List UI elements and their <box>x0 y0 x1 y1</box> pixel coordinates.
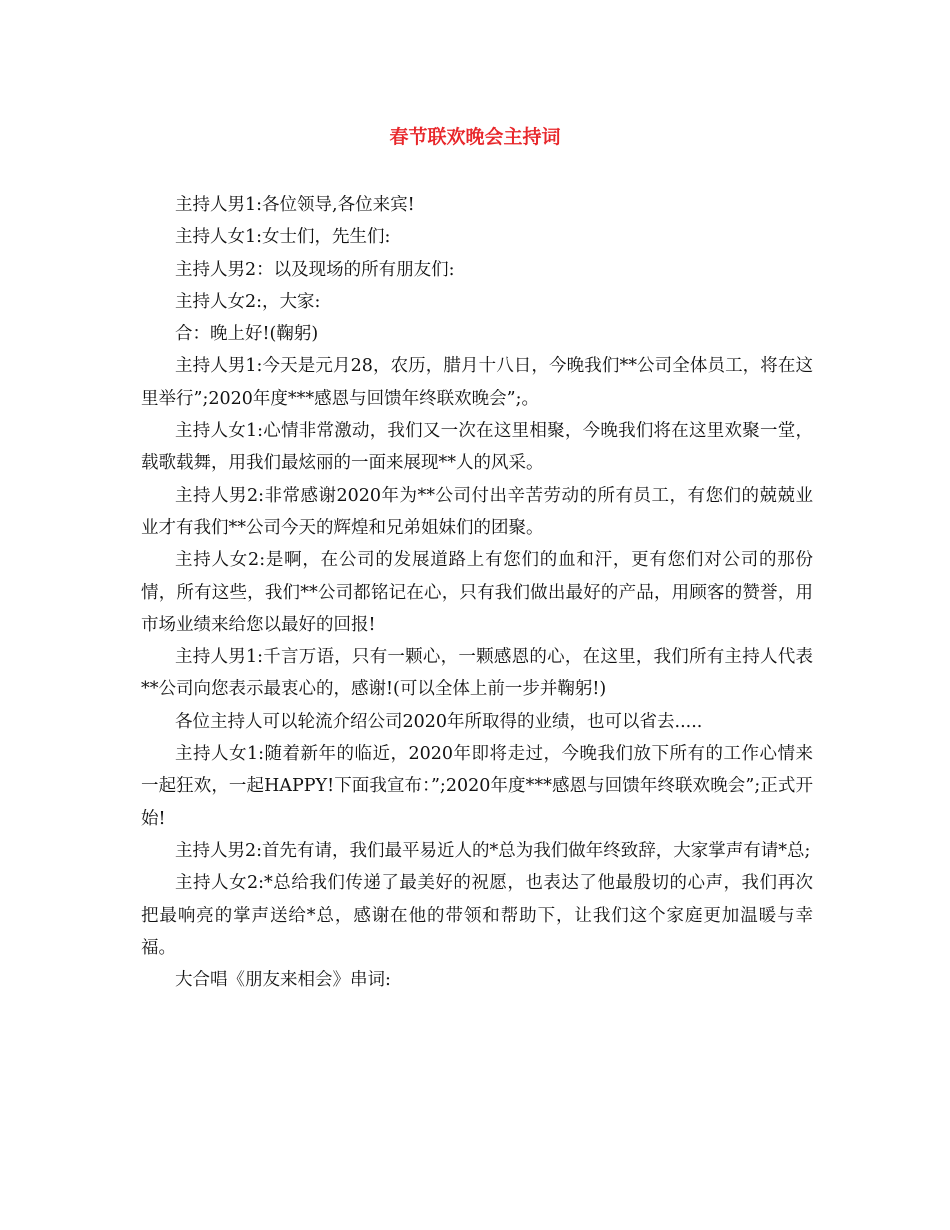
paragraph: 主持人女2:是啊，在公司的发展道路上有您们的血和汗，更有您们对公司的那份情，所有这些，我们**公司都铭记在心，只有我们做出最好的产品，用顾客的赞誉，用市场业绩来给您以最好的回报! <box>141 550 813 635</box>
paragraph: 主持人女1:女士们，先生们: <box>175 227 391 248</box>
paragraph: 主持人女1:心情非常激动，我们又一次在这里相聚，今晚我们将在这里欢聚一堂，载歌载舞，用我们最炫丽的一面来展现**人的风采。 <box>141 421 813 474</box>
document-body <box>141 189 813 996</box>
paragraph: 合：晚上好!(鞠躬) <box>175 324 319 345</box>
paragraph: 各位主持人可以轮流介绍公司2020年所取得的业绩，也可以省去..... <box>175 711 703 732</box>
paragraph: 主持人男1:千言万语，只有一颗心，一颗感恩的心，在这里，我们所有主持人代表**公司向您表示最衷心的，感谢!(可以全体上前一步并鞠躬!) <box>141 647 813 700</box>
paragraph: 主持人女1:随着新年的临近，2020年即将走过，今晚我们放下所有的工作心情来一起狂欢，一起HAPPY!下面我宣布：”;2020年度***感恩与回馈年终联欢晚会”;正式开始! <box>141 744 813 829</box>
paragraph: 主持人女2:*总给我们传递了最美好的祝愿，也表达了他最殷切的心声，我们再次把最响亮的掌声送给*总，感谢在他的带领和帮助下，让我们这个家庭更加温暖与幸福。 <box>141 873 813 958</box>
paragraph: 主持人男2:首先有请，我们最平易近人的*总为我们做年终致辞，大家掌声有请*总; <box>175 840 811 861</box>
paragraph: 主持人男2:非常感谢2020年为**公司付出辛苦劳动的所有员工，有您们的兢兢业业才有我们**公司今天的辉煌和兄弟姐妹们的团聚。 <box>141 485 813 538</box>
paragraph: 大合唱《朋友来相会》串词: <box>175 970 391 991</box>
paragraph: 主持人女2:，大家: <box>175 291 321 312</box>
document-title: 春节联欢晚会主持词 <box>389 126 561 148</box>
paragraph: 主持人男1:各位领导,各位来宾! <box>175 195 415 215</box>
paragraph: 主持人男1:今天是元月28，农历，腊月十八日，今晚我们**公司全体员工，将在这里举行”;2020年度***感恩与回馈年终联欢晚会”;。 <box>141 356 813 409</box>
paragraph: 主持人男2：以及现场的所有朋友们: <box>175 259 455 280</box>
